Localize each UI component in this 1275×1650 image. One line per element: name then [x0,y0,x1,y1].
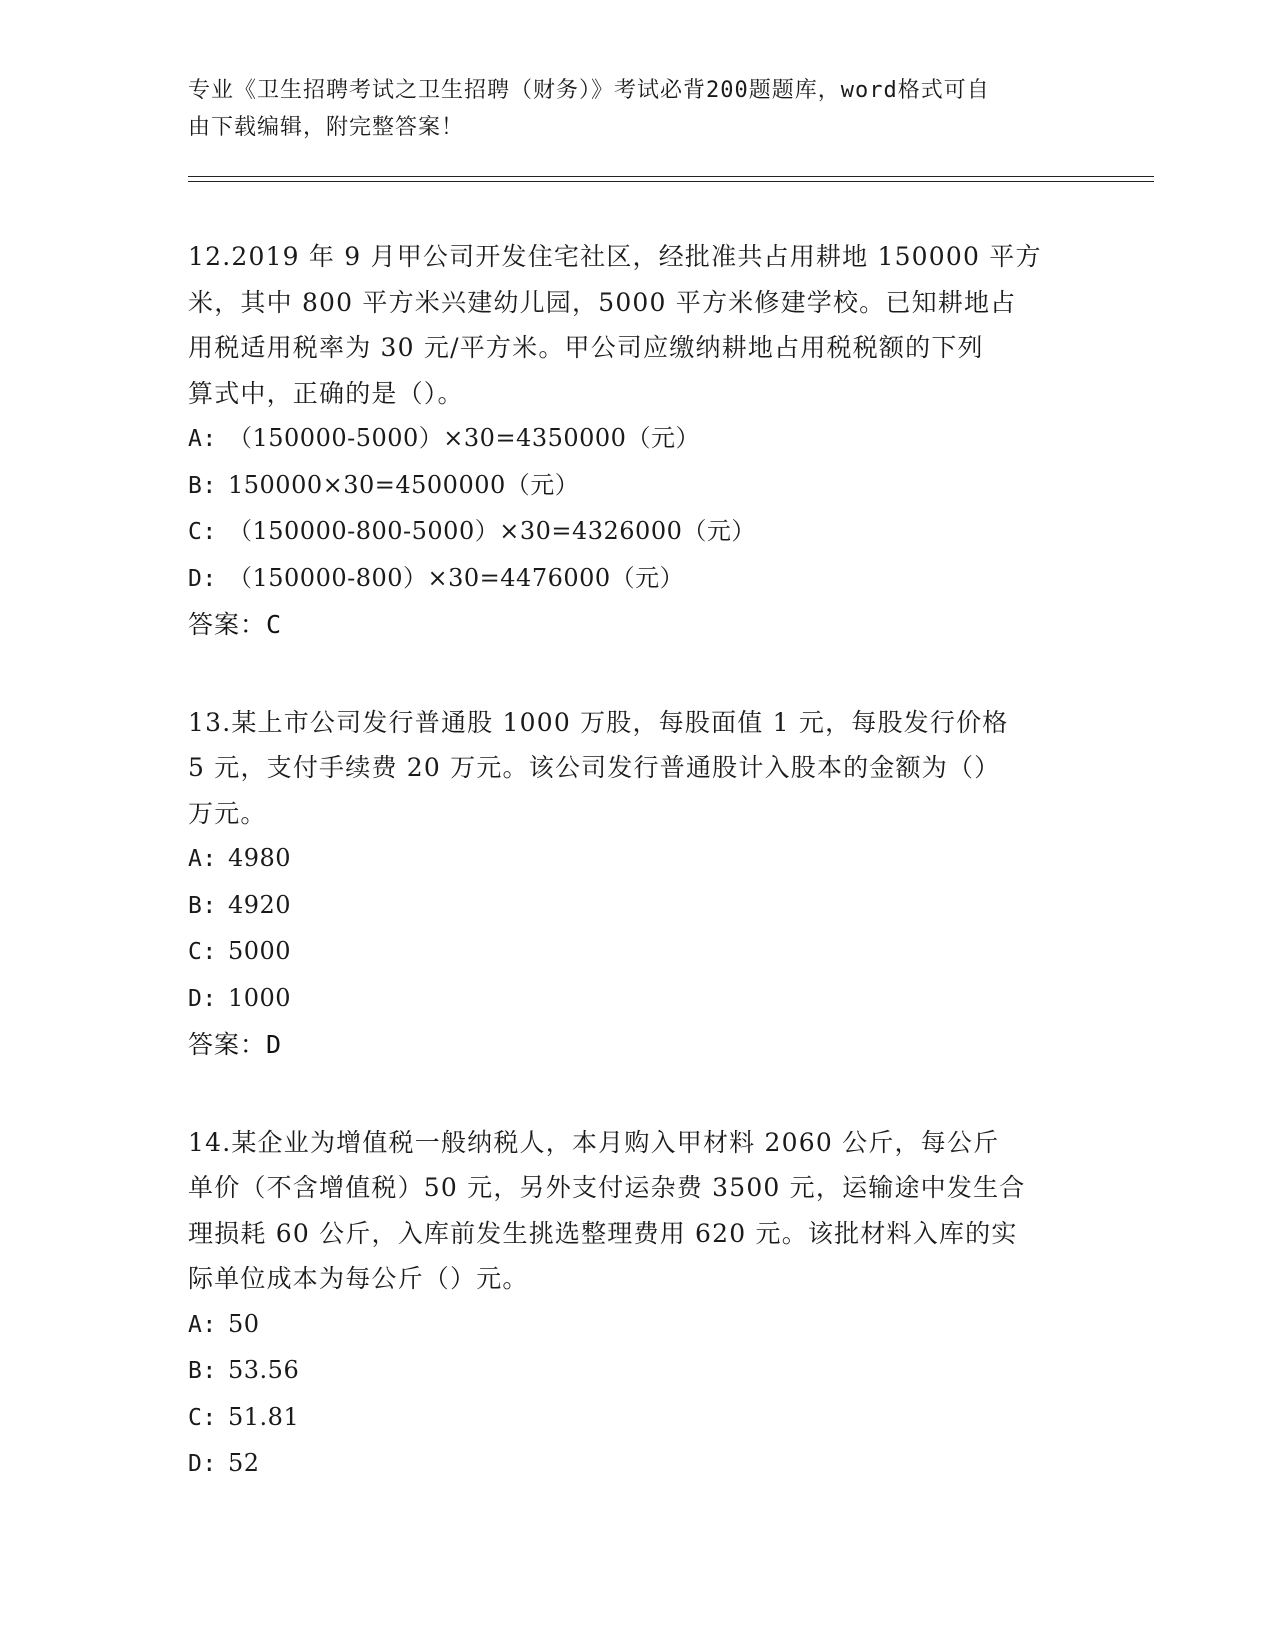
header-divider-top [188,176,1154,177]
answer-line: 答案：D [188,1030,283,1059]
header-divider-bottom [188,181,1154,182]
stem-line: 13.某上市公司发行普通股 1000 万股，每股面值 1 元，每股发行价格 [188,707,1009,737]
stem-line: 12.2019 年 9 月甲公司开发住宅社区，经批准共占用耕地 150000 平方 [188,242,1042,271]
option-text: 5000 [228,937,292,965]
option-text: 50 [228,1309,260,1338]
stem-line: 单价（不含增值税）50 元，另外支付运杂费 3500 元，运输途中发生合 [188,1173,1026,1202]
stem-line: 用税适用税率为 30 元/平方米。甲公司应缴纳耕地占用税税额的下列 [188,333,984,362]
option-a [188,836,1078,883]
question-14 [188,1120,1078,1488]
option-text: 52 [228,1449,260,1477]
question-stem [188,234,1078,416]
question-stem [188,1120,1078,1302]
option-text: 4980 [228,844,292,872]
header-line-2: 由下载编辑，附完整答案！ [188,115,465,140]
stem-line: 万元。 [188,798,267,828]
question-13 [188,700,1078,1068]
option-text: 53.56 [228,1356,300,1384]
document-header [188,72,1068,146]
header-line-1: 专业《卫生招聘考试之卫生招聘（财务）》考试必背200题题库，word格式可自 [188,78,990,103]
option-c [188,509,1078,556]
option-key: A: [188,426,217,452]
stem-line: 米，其中 800 平方米兴建幼儿园，5000 平方米修建学校。已知耕地占 [188,287,1017,317]
option-key: D: [188,985,217,1012]
option-key: C: [188,519,217,545]
stem-line: 理损耗 60 公斤，入库前发生挑选整理费用 620 元。该批材料入库的实 [188,1218,1018,1248]
option-c [188,1395,1078,1442]
option-text: 4920 [228,890,292,919]
option-a [188,416,1078,463]
option-key: D: [188,1451,217,1477]
option-key: D: [188,565,217,592]
stem-line: 14.某企业为增值税一般纳税人，本月购入甲材料 2060 公斤，每公斤 [188,1127,1000,1157]
option-text: （150000-5000）×30=4350000（元） [228,424,700,452]
option-b [188,463,1078,510]
question-12 [188,234,1078,648]
stem-line: 算式中，正确的是（）。 [188,378,464,408]
option-text: （150000-800）×30=4476000（元） [228,563,685,592]
option-c [188,929,1078,976]
option-text: 51.81 [228,1402,300,1431]
question-stem [188,700,1078,837]
option-b [188,883,1078,930]
option-text: 1000 [228,983,292,1012]
question-list [188,234,1078,1540]
option-key: B: [188,472,217,499]
option-key: B: [188,1358,217,1384]
option-a [188,1302,1078,1349]
option-key: C: [188,939,217,965]
option-key: A: [188,846,217,872]
option-d [188,556,1078,603]
option-d [188,1441,1078,1488]
stem-line: 际单位成本为每公斤（）元。 [188,1264,529,1293]
stem-line: 5 元，支付手续费 20 万元。该公司发行普通股计入股本的金额为（） [188,753,1001,782]
answer-line: 答案：C [188,610,283,639]
option-text: （150000-800-5000）×30=4326000（元） [228,517,756,545]
option-d [188,976,1078,1023]
option-b [188,1348,1078,1395]
option-key: C: [188,1404,217,1431]
option-text: 150000×30=4500000（元） [228,470,580,499]
option-key: B: [188,892,217,919]
option-key: A: [188,1311,217,1338]
